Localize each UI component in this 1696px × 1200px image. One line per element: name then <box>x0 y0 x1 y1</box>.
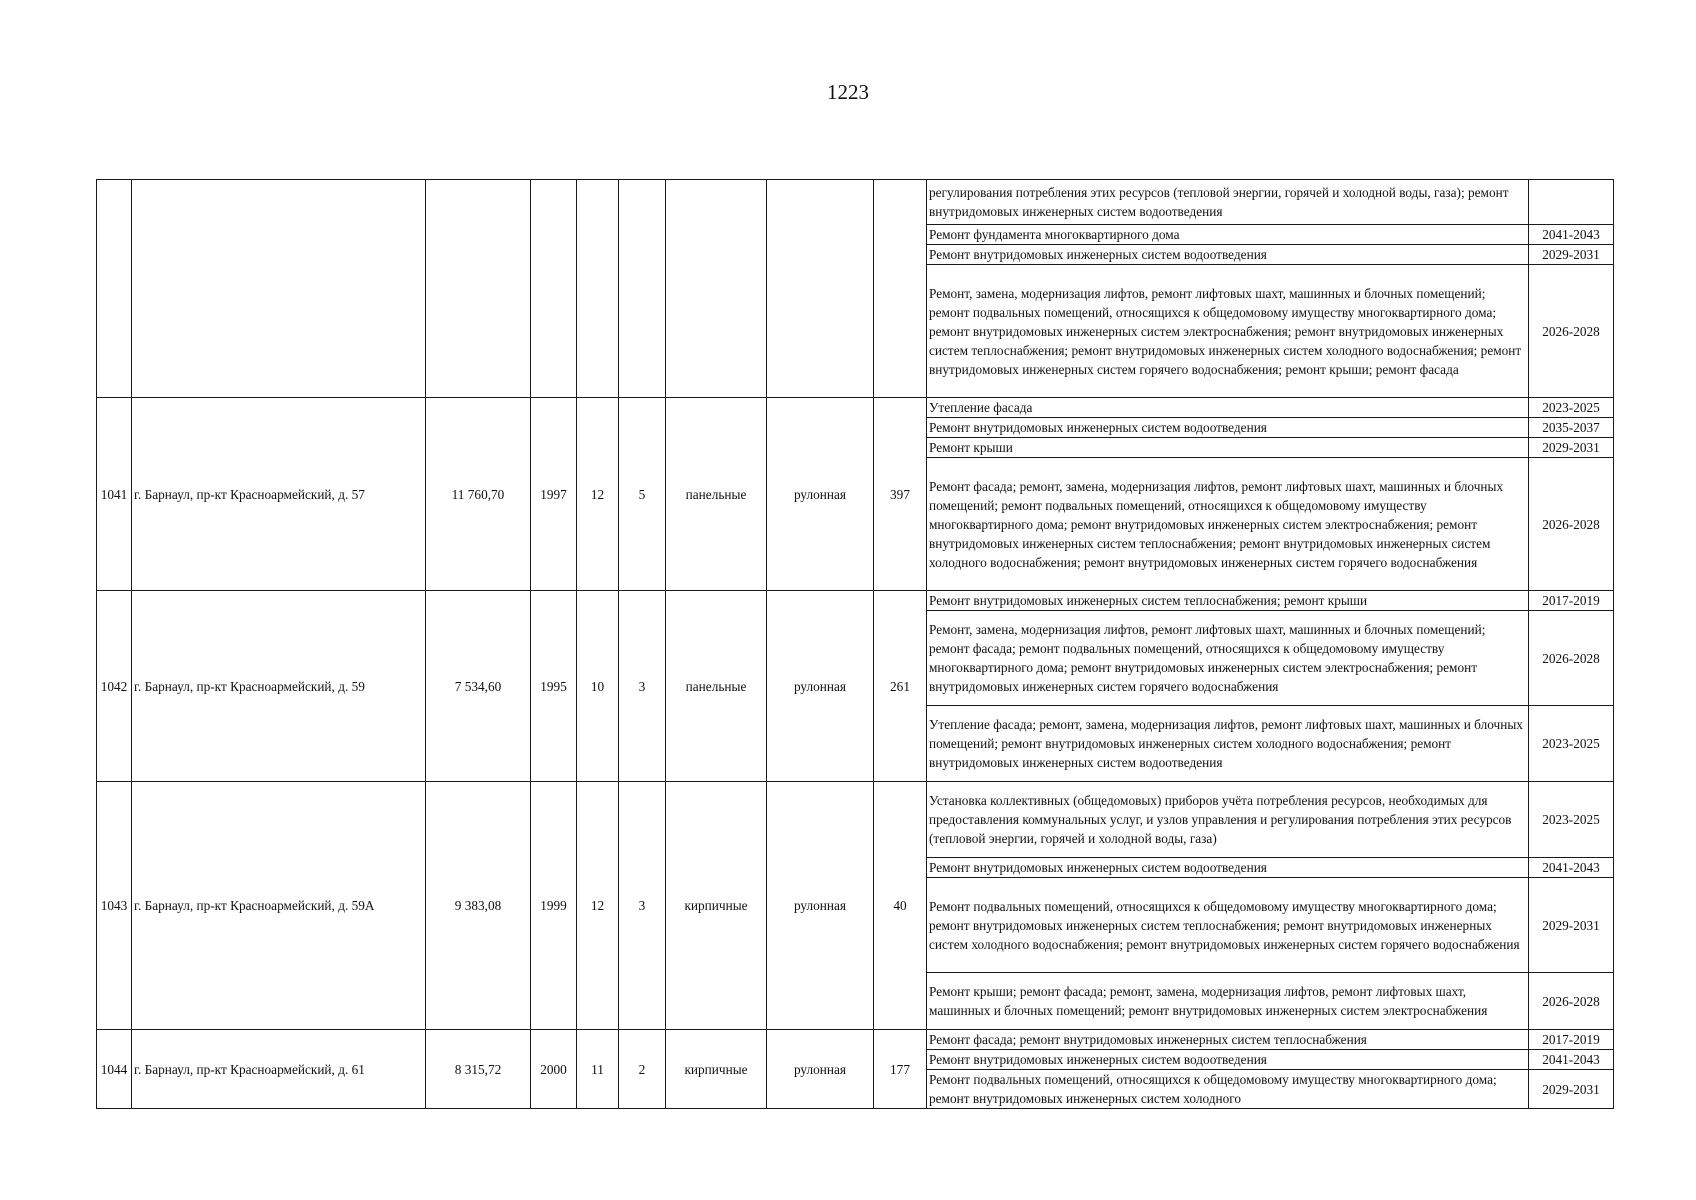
work-period-cell: 2041-2043 <box>1529 858 1614 878</box>
residents-cell: 397 <box>874 398 927 591</box>
work-period-cell: 2017-2019 <box>1529 1030 1614 1050</box>
work-period-cell: 2023-2025 <box>1529 706 1614 782</box>
work-type-cell: Ремонт крыши <box>927 438 1529 458</box>
work-type-cell: Ремонт внутридомовых инженерных систем водоотведения <box>927 1050 1529 1070</box>
house-number-cell: 1043 <box>97 782 132 1030</box>
house-number-cell: 1042 <box>97 591 132 782</box>
work-type-cell: Ремонт подвальных помещений, относящихся к общедомовому имуществу многоквартирного дома; ремонт внутридомовых инженерных систем холодного <box>927 1070 1529 1109</box>
work-type-cell: Утепление фасада <box>927 398 1529 418</box>
table-row <box>97 180 1614 225</box>
residents-cell <box>874 180 927 398</box>
entrances-cell: 3 <box>619 782 666 1030</box>
roof-type-cell: рулонная <box>767 1030 874 1109</box>
work-type-cell: Ремонт, замена, модернизация лифтов, ремонт лифтовых шахт, машинных и блочных помещений; ремонт подвальных помещений, относящихся к общедомовому имуществу многоквартирного дома; ремонт внутридомовых инженерных систем электроснабжения; ремонт внутридомовых инженерных систем теплоснабжения; ремонт внутридомовых инженерных систем холодного водоснабжения; ремонт внутридомовых инженерных систем горячего водоснабжения; ремонт крыши; ремонт фасада <box>927 265 1529 398</box>
work-type-cell: Ремонт фасада; ремонт внутридомовых инженерных систем теплоснабжения <box>927 1030 1529 1050</box>
work-period-cell: 2017-2019 <box>1529 591 1614 611</box>
address-cell: г. Барнаул, пр-кт Красноармейский, д. 61 <box>132 1030 426 1109</box>
table-row <box>97 1030 1614 1050</box>
year-cell: 1997 <box>531 398 577 591</box>
work-period-cell: 2029-2031 <box>1529 438 1614 458</box>
year-cell: 1999 <box>531 782 577 1030</box>
work-period-cell: 2041-2043 <box>1529 1050 1614 1070</box>
roof-type-cell: рулонная <box>767 398 874 591</box>
work-type-cell: Ремонт внутридомовых инженерных систем водоотведения <box>927 418 1529 438</box>
table-row <box>97 398 1614 418</box>
work-type-cell: Ремонт фасада; ремонт, замена, модернизация лифтов, ремонт лифтовых шахт, машинных и блочных помещений; ремонт подвальных помещений, относящихся к общедомовому имуществу многоквартирного дома; ремонт внутридомовых инженерных систем электроснабжения; ремонт внутридомовых инженерных систем теплоснабжения; ремонт внутридомовых инженерных систем холодного водоснабжения; ремонт внутридомовых инженерных систем горячего водоснабжения <box>927 458 1529 591</box>
roof-type-cell: рулонная <box>767 591 874 782</box>
walls-material-cell: панельные <box>666 591 767 782</box>
table-row <box>97 782 1614 858</box>
work-period-cell: 2035-2037 <box>1529 418 1614 438</box>
work-period-cell: 2026-2028 <box>1529 611 1614 706</box>
residents-cell: 177 <box>874 1030 927 1109</box>
address-cell: г. Барнаул, пр-кт Красноармейский, д. 59А <box>132 782 426 1030</box>
floors-cell: 12 <box>577 782 619 1030</box>
area-cell: 8 315,72 <box>426 1030 531 1109</box>
work-period-cell: 2029-2031 <box>1529 878 1614 973</box>
address-cell: г. Барнаул, пр-кт Красноармейский, д. 59 <box>132 591 426 782</box>
address-cell <box>132 180 426 398</box>
work-period-cell: 2029-2031 <box>1529 245 1614 265</box>
work-period-cell: 2023-2025 <box>1529 782 1614 858</box>
area-cell <box>426 180 531 398</box>
walls-material-cell: панельные <box>666 398 767 591</box>
floors-cell: 10 <box>577 591 619 782</box>
residents-cell: 261 <box>874 591 927 782</box>
work-type-cell: Ремонт внутридомовых инженерных систем водоотведения <box>927 858 1529 878</box>
entrances-cell: 5 <box>619 398 666 591</box>
area-cell: 9 383,08 <box>426 782 531 1030</box>
walls-material-cell: кирпичные <box>666 1030 767 1109</box>
area-cell: 11 760,70 <box>426 398 531 591</box>
roof-type-cell: рулонная <box>767 782 874 1030</box>
address-cell: г. Барнаул, пр-кт Красноармейский, д. 57 <box>132 398 426 591</box>
work-type-cell: Ремонт подвальных помещений, относящихся к общедомовому имуществу многоквартирного дома; ремонт внутридомовых инженерных систем теплоснабжения; ремонт внутридомовых инженерных систем холодного водоснабжения; ремонт внутридомовых инженерных систем горячего водоснабжения <box>927 878 1529 973</box>
year-cell: 2000 <box>531 1030 577 1109</box>
work-type-cell: Ремонт внутридомовых инженерных систем теплоснабжения; ремонт крыши <box>927 591 1529 611</box>
work-period-cell: 2026-2028 <box>1529 458 1614 591</box>
work-period-cell: 2041-2043 <box>1529 225 1614 245</box>
work-type-cell: Ремонт крыши; ремонт фасада; ремонт, замена, модернизация лифтов, ремонт лифтовых шахт, машинных и блочных помещений; ремонт внутридомовых инженерных систем электроснабжения <box>927 973 1529 1030</box>
house-number-cell: 1041 <box>97 398 132 591</box>
work-type-cell: Установка коллективных (общедомовых) приборов учёта потребления ресурсов, необходимых для предоставления коммунальных услуг, и узлов управления и регулирования потребления этих ресурсов (тепловой энергии, горячей и холодной воды, газа) <box>927 782 1529 858</box>
work-period-cell: 2026-2028 <box>1529 265 1614 398</box>
table-row <box>97 591 1614 611</box>
year-cell <box>531 180 577 398</box>
work-period-cell <box>1529 180 1614 225</box>
work-type-cell: Ремонт внутридомовых инженерных систем водоотведения <box>927 245 1529 265</box>
page-number: 1223 <box>827 80 869 104</box>
walls-material-cell: кирпичные <box>666 782 767 1030</box>
work-type-cell: регулирования потребления этих ресурсов (тепловой энергии, горячей и холодной воды, газа); ремонт внутридомовых инженерных систем водоотведения <box>927 180 1529 225</box>
house-number-cell: 1044 <box>97 1030 132 1109</box>
work-period-cell: 2023-2025 <box>1529 398 1614 418</box>
floors-cell: 11 <box>577 1030 619 1109</box>
house-number-cell <box>97 180 132 398</box>
floors-cell: 12 <box>577 398 619 591</box>
area-cell: 7 534,60 <box>426 591 531 782</box>
capital-repair-table <box>96 179 1614 1109</box>
floors-cell <box>577 180 619 398</box>
residents-cell: 40 <box>874 782 927 1030</box>
entrances-cell <box>619 180 666 398</box>
work-type-cell: Ремонт фундамента многоквартирного дома <box>927 225 1529 245</box>
work-type-cell: Ремонт, замена, модернизация лифтов, ремонт лифтовых шахт, машинных и блочных помещений; ремонт фасада; ремонт подвальных помещений, относящихся к общедомовому имуществу многоквартирного дома; ремонт внутридомовых инженерных систем электроснабжения; ремонт внутридомовых инженерных систем горячего водоснабжения <box>927 611 1529 706</box>
work-period-cell: 2026-2028 <box>1529 973 1614 1030</box>
roof-type-cell <box>767 180 874 398</box>
work-period-cell: 2029-2031 <box>1529 1070 1614 1109</box>
entrances-cell: 3 <box>619 591 666 782</box>
year-cell: 1995 <box>531 591 577 782</box>
work-type-cell: Утепление фасада; ремонт, замена, модернизация лифтов, ремонт лифтовых шахт, машинных и блочных помещений; ремонт внутридомовых инженерных систем холодного водоснабжения; ремонт внутридомовых инженерных систем водоотведения <box>927 706 1529 782</box>
walls-material-cell <box>666 180 767 398</box>
entrances-cell: 2 <box>619 1030 666 1109</box>
